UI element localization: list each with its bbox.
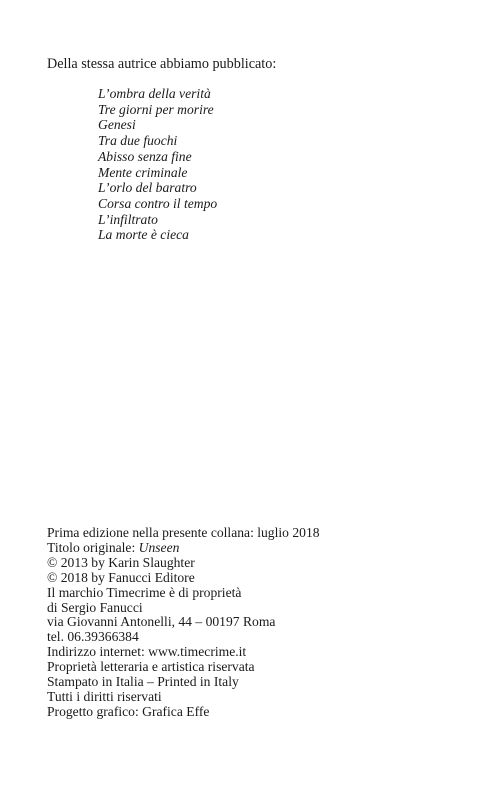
original-title-label: Titolo originale: [47, 539, 139, 555]
book-title: Tre giorni per morire [98, 101, 214, 117]
all-rights-line: Tutti i diritti riservati [47, 688, 162, 704]
original-title-line [47, 541, 320, 556]
book-title: Tra due fuochi [98, 133, 178, 149]
also-by-author-heading: Della stessa autrice abbiamo pubblicato: [47, 56, 277, 72]
book-title: Abisso senza fine [98, 148, 192, 164]
literary-rights-line: Proprietà letteraria e artistica riservata [47, 659, 255, 675]
copyright-publisher-line: © 2018 by Fanucci Editore [47, 569, 195, 585]
book-title: L’orlo del baratro [98, 180, 197, 196]
book-title: La morte è cieca [98, 227, 189, 243]
book-title: Genesi [98, 117, 136, 133]
copyright-author-line: © 2013 by Karin Slaughter [47, 554, 195, 570]
phone-line: tel. 06.39366384 [47, 629, 139, 645]
trademark-line: Il marchio Timecrime è di proprietà [47, 584, 242, 600]
book-title: L’ombra della verità [98, 86, 211, 101]
first-edition-line: Prima edizione nella presente collana: luglio 2018 [47, 525, 320, 540]
colophon [47, 526, 320, 720]
book-title: Corsa contro il tempo [98, 195, 218, 211]
design-credit-line: Progetto grafico: Grafica Effe [47, 703, 210, 719]
printed-in-line: Stampato in Italia – Printed in Italy [47, 674, 239, 690]
website-line: Indirizzo internet: www.timecrime.it [47, 644, 247, 660]
book-title-list [98, 86, 217, 243]
address-line: via Giovanni Antonelli, 44 – 00197 Roma [47, 614, 276, 630]
trademark-owner-line: di Sergio Fanucci [47, 599, 143, 615]
original-title: Unseen [138, 539, 180, 555]
book-title: Mente criminale [98, 164, 188, 180]
book-title: L’infiltrato [98, 211, 158, 227]
